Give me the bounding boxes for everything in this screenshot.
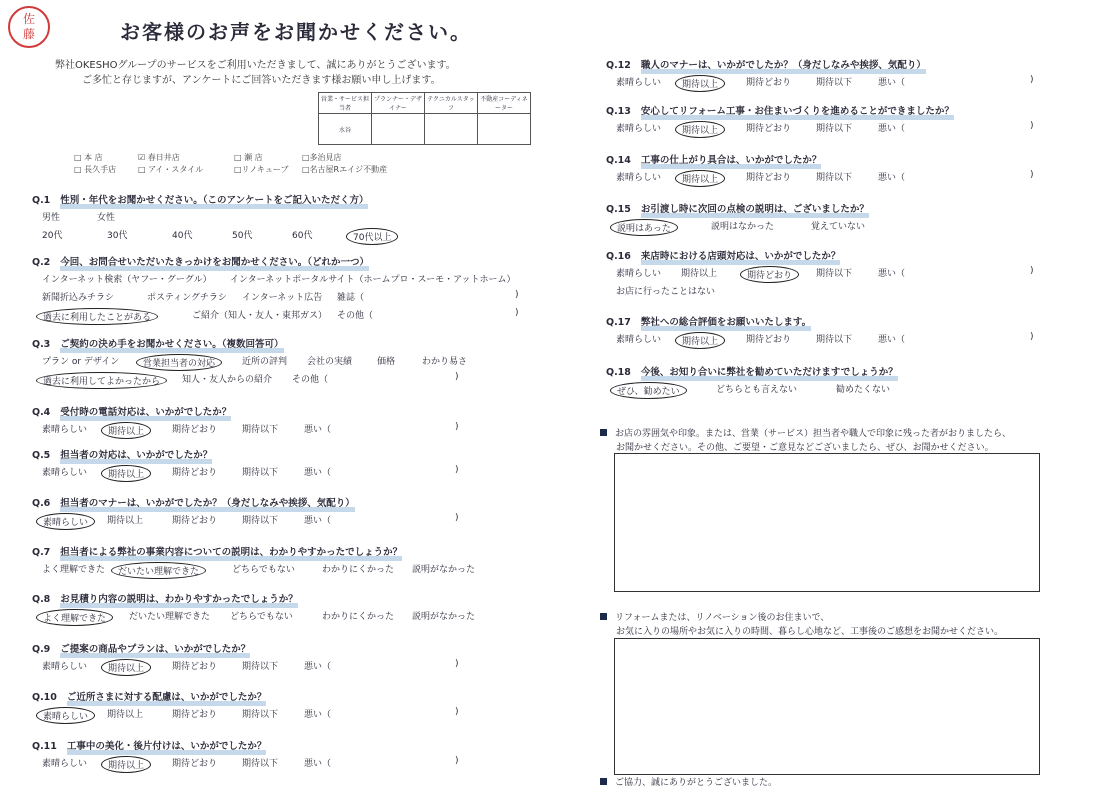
answer-option[interactable]: 素晴らしい (42, 662, 88, 672)
answer-option[interactable]: 素晴らしい (616, 124, 662, 134)
answer-option[interactable]: 期待以下 (816, 269, 853, 279)
answer-option[interactable]: どちらでもない (232, 565, 295, 575)
question-number: Q.11 (32, 741, 57, 752)
answer-option[interactable]: 期待どおり (746, 78, 792, 88)
stamp-seal: 佐 藤 (8, 6, 50, 48)
answer-option[interactable]: 60代 (292, 231, 313, 241)
answer-option[interactable]: 期待どおり (172, 516, 218, 526)
answer-option[interactable]: 期待以下 (242, 425, 279, 435)
page-title: お客様のお声をお聞かせください。 (120, 20, 472, 44)
question-heading (32, 738, 266, 752)
question-heading (32, 447, 212, 461)
answer-option[interactable]: 素晴らしい (42, 425, 88, 435)
question-number: Q.17 (606, 317, 631, 328)
store-checkbox[interactable]: □名古屋Rエイジ不動産 (302, 165, 388, 174)
comment2-subheading: お気に入りの場所やお気に入りの時間、暮らし心地など、工事後のご感想をお聞かせください。 (616, 627, 1004, 637)
question-number: Q.4 (32, 407, 51, 418)
comment2-heading: リフォームまたは、リノベーション後のお住まいで、 (600, 610, 829, 623)
question-number: Q.15 (606, 204, 631, 215)
question-text: 担当者のマナーは、いかがでしたか？（身だしなみや挨拶、気配り） (60, 498, 355, 509)
answer-option[interactable]: 期待以上 (101, 465, 151, 482)
answer-option[interactable]: 悪い（ (304, 710, 332, 720)
answer-option[interactable]: 素晴らしい (36, 513, 95, 530)
highlight-stroke (641, 164, 822, 169)
question-heading (606, 152, 821, 166)
question-number: Q.12 (606, 60, 631, 71)
answer-option[interactable]: 素晴らしい (616, 78, 662, 88)
answer-option[interactable]: 40代 (172, 231, 193, 241)
answer-option[interactable]: 期待以下 (242, 759, 279, 769)
highlight-stroke (641, 213, 869, 218)
store-checkbox[interactable]: □ 瀬 店 (234, 153, 263, 162)
question-heading (32, 591, 298, 605)
question-heading (32, 192, 368, 206)
answer-option[interactable]: 期待以上 (101, 659, 151, 676)
answer-option[interactable]: 期待以下 (242, 662, 279, 672)
answer-option[interactable]: ぜひ、勧めたい (610, 382, 687, 399)
highlight-stroke (60, 459, 212, 464)
store-checkbox[interactable]: □ 長久手店 (74, 165, 117, 174)
answer-option[interactable]: 悪い（ (304, 468, 332, 478)
question-heading (606, 364, 898, 378)
comment1-textarea[interactable] (614, 453, 1040, 592)
close-paren: ) (455, 707, 459, 717)
highlight-stroke (60, 266, 369, 271)
question-number: Q.5 (32, 450, 51, 461)
highlight-stroke (641, 69, 926, 74)
question-heading (32, 641, 250, 655)
question-text: 今回、お問合せいただいたきっかけをお聞かせください。（どれか一つ） (60, 257, 369, 268)
store-checkbox[interactable]: □ アイ・スタイル (138, 165, 204, 174)
staff-cell (478, 114, 531, 145)
staff-header: プランナー・デザイナー (372, 93, 425, 114)
comment1-subheading: お聞かせください。その他、ご要望・ご意見などございましたら、ぜひ、お聞かせください。 (616, 443, 994, 453)
question-text: 安心してリフォーム工事・お住まいづくりを進めることができましたか？ (641, 106, 954, 117)
answer-option[interactable]: インターネット検索（ヤフー・グーグル） (42, 275, 212, 285)
answer-option[interactable]: 期待以上 (107, 516, 144, 526)
answer-option[interactable]: 期待どおり (746, 173, 792, 183)
comment1-heading: お店の雰囲気や印象。または、営業（サービス）担当者や職人で印象に残った者がおりましたら、 (600, 426, 1011, 439)
answer-option[interactable]: 素晴らしい (616, 269, 662, 279)
highlight-stroke (60, 348, 283, 353)
answer-option[interactable]: プラン or デザイン (42, 357, 120, 367)
answer-option[interactable]: 期待以下 (816, 78, 853, 88)
highlight-stroke (60, 204, 368, 209)
answer-option[interactable]: 覚えていない (811, 222, 866, 232)
question-text: 今後、お知り合いに弊社を勧めていただけますでしょうか？ (641, 367, 898, 378)
answer-option[interactable]: 新聞折込みチラシ (42, 293, 115, 303)
answer-option[interactable]: 悪い（ (878, 335, 906, 345)
answer-option[interactable]: 素晴らしい (36, 707, 95, 724)
answer-option[interactable]: 素晴らしい (42, 468, 88, 478)
answer-option[interactable]: 期待以下 (816, 335, 853, 345)
answer-option[interactable]: お店に行ったことはない (616, 287, 716, 297)
highlight-stroke (67, 701, 267, 706)
highlight-stroke (641, 115, 954, 120)
question-text: お引渡し時に次回の点検の説明は、ございましたか？ (641, 204, 869, 215)
answer-option[interactable]: 悪い（ (878, 78, 906, 88)
close-paren: ) (455, 422, 459, 432)
question-text: 工事の仕上がり具合は、いかがでしたか？ (641, 155, 822, 166)
close-paren: ) (1030, 332, 1034, 342)
question-number: Q.1 (32, 195, 51, 206)
question-number: Q.7 (32, 547, 51, 558)
highlight-stroke (641, 376, 898, 381)
answer-option[interactable]: 期待以下 (816, 124, 853, 134)
square-bullet-icon (600, 778, 607, 785)
answer-option[interactable]: 素晴らしい (616, 335, 662, 345)
answer-option[interactable]: 期待どおり (172, 468, 218, 478)
staff-cell (372, 114, 425, 145)
answer-option[interactable]: 過去に利用してよかったから (36, 372, 167, 389)
staff-name-handwritten: 水谷 (319, 114, 372, 145)
answer-option[interactable]: 雑誌（ (337, 293, 365, 303)
answer-option[interactable]: 期待以上 (675, 332, 725, 349)
answer-option[interactable]: 期待以上 (107, 710, 144, 720)
answer-option[interactable]: よく理解できた (36, 609, 113, 626)
answer-option[interactable]: 会社の実績 (307, 357, 353, 367)
store-checkbox[interactable]: ☑ 春日井店 (138, 153, 180, 162)
answer-option[interactable]: 男性 (42, 213, 61, 223)
answer-option[interactable]: 期待以下 (242, 710, 279, 720)
answer-option[interactable]: インターネット広告 (242, 293, 323, 303)
closing-text: ご協力、誠にありがとうございました。 (600, 775, 777, 788)
close-paren: ) (455, 659, 459, 669)
answer-option[interactable]: 期待以上 (675, 121, 725, 138)
answer-option[interactable]: わかりにくかった (322, 612, 395, 622)
question-heading (32, 336, 284, 350)
answer-option[interactable]: 説明はあった (610, 219, 678, 236)
highlight-stroke (60, 603, 298, 608)
answer-option[interactable]: 期待どおり (172, 710, 218, 720)
answer-option[interactable]: 女性 (97, 213, 116, 223)
answer-option[interactable]: よく理解できた (42, 565, 106, 575)
close-paren: ) (1030, 266, 1034, 276)
answer-option[interactable]: 期待以下 (242, 516, 279, 526)
close-paren: ) (1030, 121, 1034, 131)
answer-option[interactable]: 期待どおり (172, 425, 218, 435)
question-text: ご提案の商品やプランは、いかがでしたか？ (60, 644, 250, 655)
answer-option[interactable]: ポスティングチラシ (147, 293, 227, 303)
question-heading (32, 254, 369, 268)
answer-option[interactable]: 悪い（ (304, 425, 332, 435)
answer-option[interactable]: 期待どおり (172, 662, 218, 672)
answer-option[interactable]: 期待以上 (681, 269, 718, 279)
answer-option[interactable]: 素晴らしい (42, 759, 88, 769)
question-number: Q.13 (606, 106, 631, 117)
close-paren: ) (455, 756, 459, 766)
answer-option[interactable]: 知人・友人からの紹介 (182, 375, 273, 385)
highlight-stroke (60, 507, 355, 512)
question-heading (32, 495, 355, 509)
answer-option[interactable]: その他（ (292, 375, 329, 385)
answer-option[interactable]: ご紹介（知人・友人・東邦ガス） (192, 311, 328, 321)
question-text: ご契約の決め手をお聞かせください。（複数回答可） (60, 339, 283, 350)
staff-cell (425, 114, 478, 145)
answer-option[interactable]: 期待以上 (101, 422, 151, 439)
answer-option[interactable]: どちらとも言えない (716, 385, 798, 395)
answer-option[interactable]: 説明がなかった (412, 612, 476, 622)
answer-option[interactable]: 営業担当者の対応 (136, 354, 222, 371)
intro-line-2: ご多忙と存じますが、アンケートにご回答いただきます様お願い申し上げます。 (82, 75, 441, 86)
answer-option[interactable]: 素晴らしい (616, 173, 662, 183)
answer-option[interactable]: 20代 (42, 231, 63, 241)
question-number: Q.10 (32, 692, 57, 703)
answer-option[interactable]: 期待どおり (740, 266, 799, 283)
question-heading (32, 544, 402, 558)
question-number: Q.2 (32, 257, 51, 268)
staff-header: テクニカルスタッフ (425, 93, 478, 114)
question-text: 担当者の対応は、いかがでしたか？ (60, 450, 212, 461)
answer-option[interactable]: 期待どおり (172, 759, 218, 769)
answer-option[interactable]: インターネットポータルサイト（ホームプロ・スーモ・アットホーム） (230, 275, 516, 285)
store-checkbox[interactable]: □多治見店 (302, 153, 342, 162)
question-text: 弊社への総合評価をお願いいたします。 (641, 317, 811, 328)
comment2-textarea[interactable] (614, 638, 1040, 775)
highlight-stroke (641, 260, 841, 265)
square-bullet-icon (600, 429, 607, 436)
answer-option[interactable]: 期待どおり (746, 124, 792, 134)
question-heading (606, 201, 869, 215)
question-text: 性別・年代をお聞かせください。（このアンケートをご記入いただく方） (60, 195, 368, 206)
question-heading (32, 404, 231, 418)
answer-option[interactable]: 価格 (377, 357, 396, 367)
close-paren: ) (1030, 170, 1034, 180)
answer-option[interactable]: 期待以上 (675, 170, 725, 187)
answer-option[interactable]: 期待どおり (746, 335, 792, 345)
question-heading (606, 57, 926, 71)
staff-header: 不動産コーディネーター (478, 93, 531, 114)
highlight-stroke (67, 750, 267, 755)
question-number: Q.3 (32, 339, 51, 350)
answer-option[interactable]: 勧めたくない (836, 385, 891, 395)
answer-option[interactable]: 悪い（ (878, 173, 906, 183)
question-number: Q.16 (606, 251, 631, 262)
question-heading (606, 314, 811, 328)
close-paren: ) (455, 372, 459, 382)
answer-option[interactable]: 悪い（ (304, 516, 332, 526)
highlight-stroke (60, 556, 402, 561)
answer-option[interactable]: だいたい理解できた (111, 562, 206, 579)
question-number: Q.8 (32, 594, 51, 605)
question-text: お見積り内容の説明は、わかりやすかったでしょうか？ (60, 594, 298, 605)
staff-table (318, 92, 531, 145)
answer-option[interactable]: 悪い（ (878, 124, 906, 134)
answer-option[interactable]: 説明はなかった (711, 222, 775, 232)
question-heading (606, 103, 954, 117)
answer-option[interactable]: 過去に利用したことがある (36, 308, 158, 325)
answer-option[interactable]: 30代 (107, 231, 128, 241)
question-number: Q.14 (606, 155, 631, 166)
question-number: Q.18 (606, 367, 631, 378)
close-paren: ) (455, 465, 459, 475)
answer-option[interactable]: 70代以上 (346, 228, 398, 245)
close-paren: ) (515, 290, 519, 300)
answer-option[interactable]: 期待以上 (675, 75, 725, 92)
close-paren: ) (455, 513, 459, 523)
question-text: 担当者による弊社の事業内容についての説明は、わかりやすかったでしょうか？ (60, 547, 402, 558)
answer-option[interactable]: どちらでもない (230, 612, 293, 622)
answer-option[interactable]: 期待以下 (816, 173, 853, 183)
question-text: 来店時における店頭対応は、いかがでしたか？ (641, 251, 841, 262)
highlight-stroke (60, 653, 250, 658)
highlight-stroke (60, 416, 231, 421)
answer-option[interactable]: その他（ (337, 311, 374, 321)
square-bullet-icon (600, 613, 607, 620)
answer-option[interactable]: 50代 (232, 231, 253, 241)
answer-option[interactable]: 期待以上 (101, 756, 151, 773)
answer-option[interactable]: 悪い（ (304, 759, 332, 769)
question-text: 職人のマナーは、いかがでしたか？（身だしなみや挨拶、気配り） (641, 60, 926, 71)
highlight-stroke (641, 326, 811, 331)
staff-header: 営業・サービス担当者 (319, 93, 372, 114)
store-checkbox[interactable]: □ 本 店 (74, 153, 103, 162)
answer-option[interactable]: だいたい理解できた (129, 612, 211, 622)
answer-option[interactable]: 悪い（ (878, 269, 906, 279)
answer-option[interactable]: 期待以下 (242, 468, 279, 478)
answer-option[interactable]: 悪い（ (304, 662, 332, 672)
question-heading (606, 248, 840, 262)
close-paren: ) (1030, 75, 1034, 85)
question-text: 受付時の電話対応は、いかがでしたか？ (60, 407, 231, 418)
question-number: Q.6 (32, 498, 51, 509)
question-text: ご近所さまに対する配慮は、いかがでしたか？ (67, 692, 267, 703)
question-number: Q.9 (32, 644, 51, 655)
intro-line-1: 弊社OKESHOグループのサービスをご利用いただきまして、誠にありがとうございます。 (55, 60, 456, 71)
store-checkbox[interactable]: □リノキューブ (234, 165, 289, 174)
question-heading (32, 689, 266, 703)
answer-option[interactable]: わかり易さ (422, 357, 468, 367)
answer-option[interactable]: 近所の評判 (242, 357, 288, 367)
answer-option[interactable]: わかりにくかった (322, 565, 395, 575)
question-text: 工事中の美化・後片付けは、いかがでしたか？ (67, 741, 267, 752)
close-paren: ) (515, 308, 519, 318)
answer-option[interactable]: 説明がなかった (412, 565, 476, 575)
